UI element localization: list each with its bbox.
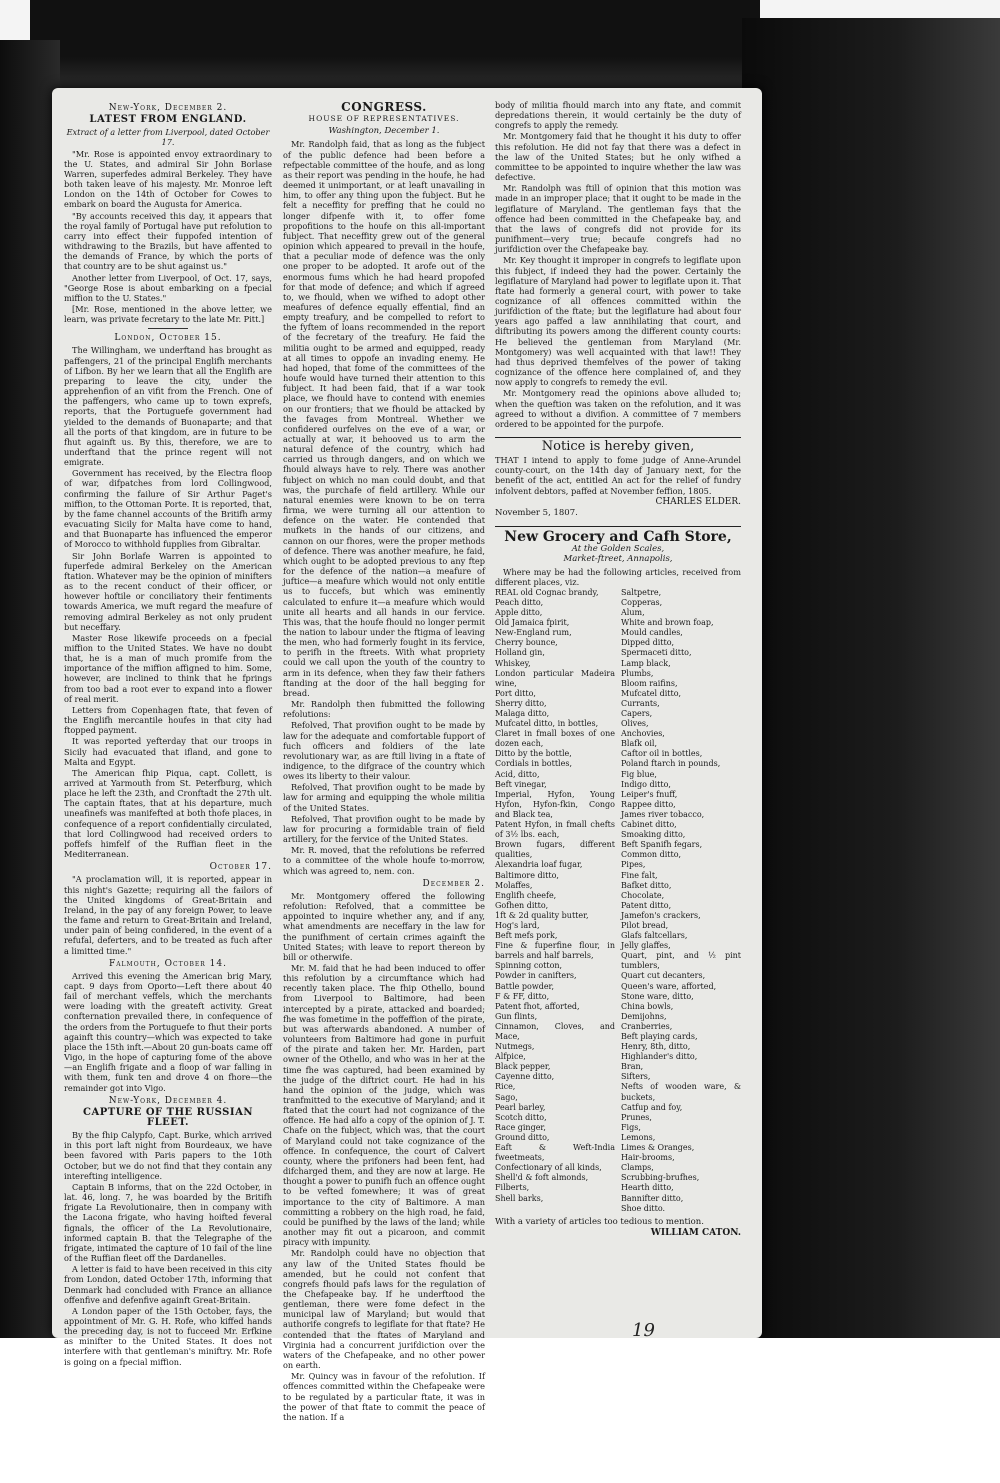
grocery-item: Beft mefs pork,: [495, 931, 558, 941]
grocery-item: Caftor oil in bottles,: [621, 749, 703, 759]
paragraph: The Willingham, we underftand has brought as paffengers, 21 of the principal Englifh merchants of Lifbon. By her we learn that all the Englifh are preparing to leave the city, under the apprehenfion of an vifit from the French. One of the paffengers, who came up to town exprefs, reports, that the Portuguefe government had yielded to the demands of Buonaparte; and that all the ports of that kingdom, are in future to be fhut againft us. By this, therefore, we are to underftand that the prince regent will not emigrate.: [64, 345, 272, 468]
grocery-item: Fig blue,: [621, 769, 657, 779]
paragraph: Mr. Quincy was in favour of the refolution. If offences committed within the Chefapeake were to be regulated by a particular ftate, it was in the power of that ftate to commit the peace of the nation. If a: [283, 1371, 485, 1422]
grocery-item: Sago,: [495, 1092, 518, 1102]
grocery-item: Patent fhot, afforted,: [495, 1001, 580, 1011]
grocery-item: Dipped ditto,: [621, 638, 675, 648]
grocery-item: Brown fugars, different qualities,: [495, 840, 615, 860]
grocery-item: Indigo ditto,: [621, 779, 671, 789]
headline: CONGRESS.: [341, 100, 427, 114]
grocery-item: Englifh cheefe,: [495, 890, 557, 900]
divider: [148, 328, 188, 329]
paragraph: Arrived this evening the American brig Mary, capt. 9 days from Oporto—Left there about 40 fail of merchant veffels, which the merchants were loading with the greateft activity. Great confternation prevailed there, in confequence of the orders from the Portuguefe to fhut their ports againft this country—which was expected to take place the 15th inft.—About 20 gun-boats came off Vigo, in the hope of capturing fome of the above—an Englifh frigate and a floop of war falling in with them, funk ten and drove 4 on fhore—the remainder got into Vigo.: [64, 970, 272, 1093]
grocery-item: Eaft & Weft-India fweetmeats,: [495, 1143, 615, 1163]
grocery-item: Bran,: [621, 1062, 644, 1072]
paragraph: Extract of a letter from Liverpool, dated October 17.: [66, 127, 270, 148]
grocery-item: Battle powder,: [495, 981, 555, 991]
grocery-item: Blafk oil,: [621, 739, 658, 749]
grocery-item: Patent Hyfon, in fmall chefts of 3½ lbs. each,: [495, 820, 615, 840]
paragraph: Mr. Randolph faid, that as long as the fubject of the public defence had been before a refpectable committee of the houfe, and as long as their report was pending in the houfe, he had deemed it unimportant, or at leaft unavailing in him, to offer any thing upon the fubject. But he felt a neceffity for preffing that he could no longer difpenfe with it, to offer fome propofitions to the houfe on this all-important fubject. That neceffity grew out of the general opinion which appeared to prevail in the houfe, that a peculiar mode of defence was the only one proper to be adopted. It arofe out of the enormous fums which he had heard propofed for that mode of defence; and which if agreed to, we fhould, when we wifhed to adopt other meafures of defence equally effential, find an empty treafury, and be compelled to refort to the fyftem of loans recommended in the report of the fecretary of the treafury. He faid the militia ought to be armed and equipped, ready at all times to oppofe an invading enemy. He had hoped, that fome of the committees of the houfe would have turned their attention to this fubject. It had been faid, that if a war took place, we fhould have to contend with enemies on our frontiers; that we fhould be attacked by the favages from Montreal. Whether we confidered ourfelves on the eve of a war, or actually at war, it behooved us to arm the natural defence of the country, which had carried us through dangers, and on which we fhould always have to rely. There was another fubject on which no man could doubt, and that was, the purchafe of field artillery. While our natural enemies were known to be on terra firma, we were turning all our attention to defence on the water. He contended that mufkets in the hands of our citizens, and cannon on our fhores, were the proper methods of defence. There was another meafure, he faid, which ought to be adopted previous to any ftep for the defence of the nation—a meafure of juftice—a meafure which would not only entitle us to fuccefs, but which was eminently calculated to enfure it—a meafure which would unite all hearts and all hands in our fervice. This was, that the houfe fhould no longer permit the nation to labour under the ftigma of leaving the men, who had formerly fought in its fervice, to perifh in the ftreets. With what propriety could we call upon the youth of the country to arm in its defence, when they faw their fathers ftanding at the door of the hall begging for bread.: [283, 139, 485, 698]
subheading: HOUSE OF REPRESENTATIVES.: [308, 114, 460, 124]
scan-dark-top-border: [30, 0, 760, 95]
grocery-item: Sifters,: [621, 1072, 651, 1082]
grocery-item: Malaga ditto,: [495, 709, 550, 718]
grocery-item: China bowls,: [621, 1001, 674, 1011]
paragraph: The American fhip Piqua, capt. Collett, is arrived at Yarmouth from St. Peterfburg, which place he left the 23th, and Cronftadt the 27th ult. The captain ftates, that at his departure, much uneafinefs was manifefted at both thofe places, in confequence of a report confidentially circulated, that lord Collingwood had received orders to poffefs himfelf of the Ruffian fleet in the Mediterranean.: [64, 767, 272, 860]
grocery-ad-signature: WILLIAM CATON.: [650, 1227, 741, 1238]
grocery-item: REAL old Cognac brandy,: [495, 587, 599, 597]
grocery-item: F & FF, ditto,: [495, 991, 550, 1001]
grocery-item: Jelly glaffes,: [621, 941, 671, 951]
grocery-item: Peach ditto,: [495, 597, 544, 607]
grocery-item: Scotch ditto,: [495, 1112, 547, 1122]
grocery-item: Anchovies,: [621, 729, 665, 739]
grocery-item: Baltimore ditto,: [495, 870, 559, 880]
grocery-item: Cordials in bottles,: [495, 759, 572, 769]
grocery-ad-intro: Where may be had the following articles, received from different places, viz.: [495, 566, 741, 587]
grocery-item: London particular Madeira wine,: [495, 668, 615, 688]
paragraph: Another letter from Liverpool, of Oct. 17, says, "George Rose is about embarking on a fpecial miffion to the U. States.": [64, 272, 272, 303]
grocery-item: Mufcatel ditto,: [621, 688, 682, 698]
paragraph: "A proclamation will, it is reported, appear in this night's Gazette; requiring all the failors of the United kingdoms of Great-Britain and Ireland, in the pay of any foreign Power, to leave the fame and return to Great-Britain and Ireland, under pain of being confidered, in the event of a refufal, deferters, and to be treated as fuch after a limitted time.": [64, 874, 272, 956]
grocery-item: Gofhen ditto,: [495, 900, 549, 910]
paragraph: Captain B informs, that on the 22d October, in lat. 46, long. 7, he was boarded by the Britifh frigate La Revolutionaire, then in company with the Lacona frigate, who having hoifted feveral fignals, the officer of the La Revolutionaire, informed captain B. that the Telegraphe of the frigate, intimated the capture of 10 fail of the line of the Ruffian fleet off the Dardanelles.: [64, 1181, 272, 1264]
dateline: London, October 15.: [114, 333, 222, 344]
paragraph: Mr. Montgomery read the opinions above alluded to; when the queftion was taken on the refolution, and it was agreed to without a divifion. A committee of 7 members ordered to be appointed for the purpofe.: [495, 388, 741, 429]
grocery-item: Capers,: [621, 709, 653, 718]
dateline: December 2.: [422, 878, 485, 889]
grocery-item: Prunes,: [621, 1112, 652, 1122]
grocery-item: Rice,: [495, 1082, 516, 1092]
grocery-item: Gun flints,: [495, 1011, 538, 1021]
paragraph: Letters from Copenhagen ftate, that feven of the Englifh mercantile houfes in that city had ftopped payment.: [64, 704, 272, 736]
grocery-item: Clamps,: [621, 1163, 654, 1173]
grocery-item: Sherry ditto,: [495, 698, 547, 708]
grocery-item: Glafs faltcellars,: [621, 931, 688, 941]
column-3-congress-and-ads: [495, 100, 741, 1330]
grocery-item: Beft Spanifh fegars,: [621, 840, 703, 850]
dateline: Washington, December 1.: [328, 126, 440, 137]
paragraph: Mr. Montgomery offered the following refolution: Refolved, that a committee be appointed to inquire whether any, and if any, what amendments are neceffary in the law for the punifhment of certain crimes againft the United States; with leave to report thereon by bill or otherwife.: [283, 890, 485, 962]
paragraph: Mr. Randolph then fubmitted the following refolutions:: [283, 699, 485, 720]
paragraph: Refolved, That provifion ought to be made by law for the adequate and comfortable fupport of fuch officers and foldiers of the late revolutionary war, as are ftill living in a ftate of indigence, to the difgrace of the country which owes its liberty to their valour.: [283, 720, 485, 782]
grocery-item: Limes & Oranges,: [621, 1143, 695, 1153]
grocery-item: Alexandria loaf fugar,: [495, 860, 583, 870]
grocery-item: Hog's lard,: [495, 920, 540, 930]
scan-dark-right-margin: [742, 18, 1000, 1483]
grocery-item: Apple ditto,: [495, 608, 543, 618]
grocery-item: Bafket ditto,: [621, 880, 672, 890]
grocery-item: Pilot bread,: [621, 920, 669, 930]
grocery-item: Queen's ware, afforted,: [621, 981, 717, 991]
grocery-item: Patent ditto,: [621, 900, 672, 910]
grocery-item: Beft vinegar,: [495, 779, 547, 789]
notice-date: November 5, 1807.: [495, 507, 578, 518]
grocery-item: Cinnamon, Cloves, and Mace,: [495, 1021, 615, 1041]
paragraph: Mr. Randolph could have no objection that any law of the United States fhould be amended, but he could not confent that congrefs fhould pafs laws for the regulation of the Chefapeake bay. If he underftood the gentleman, there were fome defect in the municipal law of Maryland; but would that authorife congrefs to legiflate for that ftate? He contended that the ftates of Maryland and Virginia had a concurrent jurifdiction over the waters of the Chefapeake, and no other power on earth.: [283, 1248, 485, 1371]
grocery-item: Acid, ditto,: [495, 769, 540, 779]
grocery-item: Holland gin,: [495, 648, 545, 658]
dateline: New-York, December 2.: [108, 103, 228, 113]
grocery-item: Stone ware, ditto,: [621, 991, 694, 1001]
grocery-item: Ground ditto,: [495, 1132, 550, 1142]
grocery-item: Hearth ditto,: [621, 1183, 674, 1193]
paragraph: "Mr. Rose is appointed envoy extraordinary to the U. States, and admiral Sir John Borlase Warren, superfedes admiral Berkeley. They have both taken leave of his majesty. Mr. Monroe left London on the 14th of October for Cowes to embark on board the Augusta for America.: [64, 148, 272, 210]
grocery-item: Filberts,: [495, 1183, 530, 1193]
dateline: Falmouth, October 14.: [108, 958, 227, 969]
grocery-item: Copperas,: [621, 597, 663, 607]
paragraph: "By accounts received this day, it appears that the royal family of Portugal have put refolution to carry into effect their fuppofed intention of withdrawing to the Brazils, but have affented to the demands of France, by which the ports of that country are to be shut against us.": [64, 210, 272, 272]
grocery-item: Nefts of wooden ware, & buckets,: [621, 1082, 741, 1102]
grocery-item: Fine & fuperfine flour, in barrels and half barrels,: [495, 941, 615, 961]
paragraph: By the fhip Calypfo, Capt. Burke, which arrived in this port laft night from Bourdeaux, we have been favored with Paris papers to the 10th October, but we do not find that they contain any interefting intelligence.: [64, 1130, 272, 1181]
grocery-item-columns: [495, 588, 741, 1214]
grocery-item: Nutmegs,: [495, 1042, 535, 1052]
grocery-item: Quart, pint, and ½ pint tumblers,: [621, 951, 741, 971]
paragraph: Mr. Key thought it improper in congrefs to legiflate upon this fubject, if indeed they had the power. Certainly the legiflature of Maryland had power to legiflate upon it. That ftate had formerly a general court, with power to take cognizance of all offences committed within the jurifdiction of the ftate; but the legiflature had about four years ago paffed a law annihilating that court, and diftributing its powers among the different county courts: He believed the gentleman from Maryland (Mr. Montgomery) was well acquainted with that law!! They had thus deprived themfelves of the power of taking cognizance of the offence here complained of, and they now apply to congrefs to remedy the evil.: [495, 255, 741, 388]
paragraph: Master Rose likewife proceeds on a fpecial miffion to the United States. We have no doubt that, he is a man of much promife from the importance of the miffion affigned to him. Some, however, are inclined to think that he fprings from too bad a root ever to expand into a flower of real merit.: [64, 632, 272, 704]
notice-title: Notice is hereby given,: [495, 437, 741, 452]
grocery-item: Alum,: [621, 608, 645, 618]
notice-body: THAT I intend to apply to fome judge of Anne-Arundel county-court, on the 14th day of January next, for the benefit of the act, entitled An act for the relief of fundry infolvent debtors, paffed at November feffion, 1805.: [495, 455, 741, 496]
grocery-item: Race ginger,: [495, 1122, 546, 1132]
grocery-item: Ditto by the bottle,: [495, 749, 572, 759]
grocery-item: Lamp black,: [621, 658, 671, 668]
paragraph: Mr. M. faid that he had been induced to offer this refolution by a circumftance which had recently taken place. The fhip Othello, bound from Liverpool to Baltimore, had been intercepted by a pirate, attacked and boarded; fhe was fometime in the poffeffion of the pirate, but was afterwards abandoned. A number of volunteers from Baltimore had gone in purfuit of the pirate and taken her. Mr. Harden, part owner of the Othello, and who was in her at the time fhe was captured, had been examined by the judge of the diftrict court. He had in his hand the opinion of the judge, which was tranfmitted to the executive of Maryland; and it ftated that the court had not cognizance of the offence. He had alfo a copy of the opinion of J. T. Chafe on the fubject, which was, that the court of Maryland could not take cognizance of the offence. In confequence, the court of Calvert county, where the prifoners had been fent, had difcharged them, and they are now at large. He thought a power to punifh fuch an offence ought to be vefted fomewhere; it was of great importance to the city of Baltimore. A man committing a robbery on the high road, he faid, could be punifhed by the laws of the land; while another may fit out a picaroon, and commit piracy with impunity.: [283, 962, 485, 1248]
grocery-items-left: [495, 588, 615, 1214]
grocery-item: Molaffes,: [495, 880, 533, 890]
grocery-ad-footer: With a variety of articles too tedious to mention.: [495, 1216, 704, 1227]
paragraph: [Mr. Rose, mentioned in the above letter, we learn, was private fecretary to the late Mr. Pitt.]: [64, 303, 272, 325]
grocery-item: Whiskey,: [495, 658, 531, 668]
grocery-item: Confectionary of all kinds,: [495, 1163, 602, 1173]
grocery-item: Shell barks,: [495, 1193, 544, 1203]
grocery-item: Spermaceti ditto,: [621, 648, 692, 658]
grocery-item: White and brown foap,: [621, 618, 714, 628]
grocery-item: Highlander's ditto,: [621, 1052, 698, 1062]
paragraph: body of militia fhould march into any ftate, and commit depredations therein, it would certainly be the duty of congrefs to apply the remedy.: [495, 100, 741, 131]
grocery-item: Shoe ditto.: [621, 1203, 666, 1213]
grocery-item: Pearl barley,: [495, 1102, 546, 1112]
grocery-item: Rappee ditto,: [621, 799, 676, 809]
grocery-item: Mufcatel ditto, in bottles,: [495, 719, 599, 729]
paragraph: It was reported yefterday that our troops in Sicily had evacuated that ifland, and gone to Malta and Egypt.: [64, 736, 272, 767]
notice-signature: CHARLES ELDER.: [655, 496, 741, 507]
grocery-item: 1ft & 2d quality butter,: [495, 910, 589, 920]
paragraph: Refolved, That provifion ought to be made by law for arming and equipping the whole militia of the United States.: [283, 782, 485, 813]
grocery-item: Hair-brooms,: [621, 1153, 675, 1163]
grocery-item: Spinning cotton,: [495, 961, 563, 971]
grocery-item: James river tobacco,: [621, 809, 705, 819]
grocery-item: Common ditto,: [621, 850, 682, 860]
grocery-item: Plumbs,: [621, 668, 654, 678]
grocery-item: Cherry bounce,: [495, 638, 558, 648]
grocery-item: Poland ftarch in pounds,: [621, 759, 721, 769]
grocery-item: Jamefon's crackers,: [621, 910, 701, 920]
grocery-items-right: [621, 588, 741, 1214]
paragraph: Mr. Randolph was ftill of opinion that this motion was made in an improper place; that it ought to be made in the legiflature of Maryland. The gentleman fays that the offence had been committed in the Chefapeake bay, and that the laws of congrefs did not provide for its punifhment—very true; becaufe congrefs had no jurifdiction over the Chefapeake bay.: [495, 183, 741, 255]
grocery-item: New-England rum,: [495, 628, 572, 638]
grocery-item: Cayenne ditto,: [495, 1072, 555, 1082]
grocery-item: Mould candles,: [621, 628, 683, 638]
grocery-item: Leiper's fnuff,: [621, 789, 678, 799]
grocery-item: Saltpetre,: [621, 587, 662, 597]
grocery-item: Claret in fmall boxes of one dozen each,: [495, 729, 615, 749]
grocery-item: Currants,: [621, 698, 660, 708]
grocery-item: Quart cut decanters,: [621, 971, 706, 981]
grocery-item: Imperial, Hyfon, Young Hyfon, Hyfon-fkin, Congo and Black tea,: [495, 789, 615, 819]
grocery-item: Henry, 8th, ditto,: [621, 1042, 691, 1052]
grocery-item: Cranberries,: [621, 1021, 673, 1031]
grocery-item: Bloom raifins,: [621, 678, 678, 688]
grocery-item: Pipes,: [621, 860, 646, 870]
grocery-item: Lemons,: [621, 1132, 656, 1142]
paragraph: Government has received, by the Electra floop of war, difpatches from lord Collingwood, confirming the failure of Sir Arthur Paget's miffion, to the Ottoman Porte. It is reported, that, by the fame channel accounts of the Britifh army evacuating Sicily for Malta have come to hand, and that Buonaparte has influenced the emperor of Morocco to withhold fupplies from Gibraltar.: [64, 468, 272, 550]
paragraph: Refolved, That provifion ought to be made by law for procuring a formidable train of field artillery, for the fervice of the United States.: [283, 813, 485, 845]
column-1-news: [64, 100, 272, 1367]
grocery-item: Smoaking ditto,: [621, 830, 686, 840]
grocery-item: Shell'd & foft almonds,: [495, 1173, 589, 1183]
paragraph: A letter is faid to have been received in this city from London, dated October 17th, informing that Denmark had concluded with France an alliance offenfive and defenfive againft Great-Britain.: [64, 1264, 272, 1305]
grocery-item: Fine falt,: [621, 870, 658, 880]
scan-dark-left-border: [0, 40, 60, 1483]
grocery-item: Powder in canifters,: [495, 971, 577, 981]
paragraph: Mr. Montgomery faid that he thought it his duty to offer this refolution. He did not fay that there was a defect in the law of the United States; but he only wifhed a committee to be appointed to inquire whether the law was defective.: [495, 131, 741, 183]
grocery-item: Alfpice,: [495, 1052, 526, 1062]
dateline: New-York, December 4.: [108, 1095, 228, 1106]
grocery-item: Figs,: [621, 1122, 641, 1132]
grocery-ad-subtitle: At the Golden Scales,: [571, 544, 665, 555]
paragraph: Mr. R. moved, that the refolutions be referred to a committee of the whole houfe to-morrow, which was agreed to, nem. con.: [283, 845, 485, 876]
paragraph: A London paper of the 15th October, fays, the appointment of Mr. G. H. Rofe, who kiffed hands the preceding day, is not to fucceed Mr. Erfkine as minifter to the United States. It does not interfere with that gentleman's miniftry. Mr. Rofe is going on a fpecial miffion.: [64, 1305, 272, 1367]
column-2-congress: [283, 100, 485, 1422]
grocery-item: Beft playing cards,: [621, 1032, 698, 1041]
grocery-item: Bannifter ditto,: [621, 1193, 684, 1203]
grocery-ad-title: New Grocery and Cafh Store,: [495, 526, 741, 542]
grocery-item: Catfup and foy,: [621, 1102, 683, 1112]
handwritten-page-mark: 19: [632, 1320, 655, 1341]
grocery-item: Black pepper,: [495, 1062, 551, 1072]
headline: LATEST FROM ENGLAND.: [89, 114, 247, 126]
grocery-item: Port ditto,: [495, 688, 536, 698]
grocery-item: Cabinet ditto,: [621, 820, 677, 830]
grocery-item: Olives,: [621, 719, 649, 729]
paragraph: Sir John Borlafe Warren is appointed to fuperfede admiral Berkeley on the American ftation. Whatever may be the opinion of minifters as to the recent conduct of their officer, or however hoftile or conciliatory their fentiments towards America, we muft regard the meafure of removing admiral Berkeley as not only prudent but neceffary.: [64, 550, 272, 632]
grocery-item: Old Jamaica fpirit,: [495, 618, 570, 628]
grocery-item: Demijohns,: [621, 1011, 667, 1021]
grocery-item: Scrubbing-brufhes,: [621, 1173, 700, 1183]
grocery-ad-address: Market-ftreet, Annapolis,: [563, 554, 673, 565]
dateline: October 17.: [209, 862, 272, 873]
grocery-item: Chocolate,: [621, 890, 665, 900]
headline: CAPTURE OF THE RUSSIAN FLEET.: [83, 1106, 253, 1128]
